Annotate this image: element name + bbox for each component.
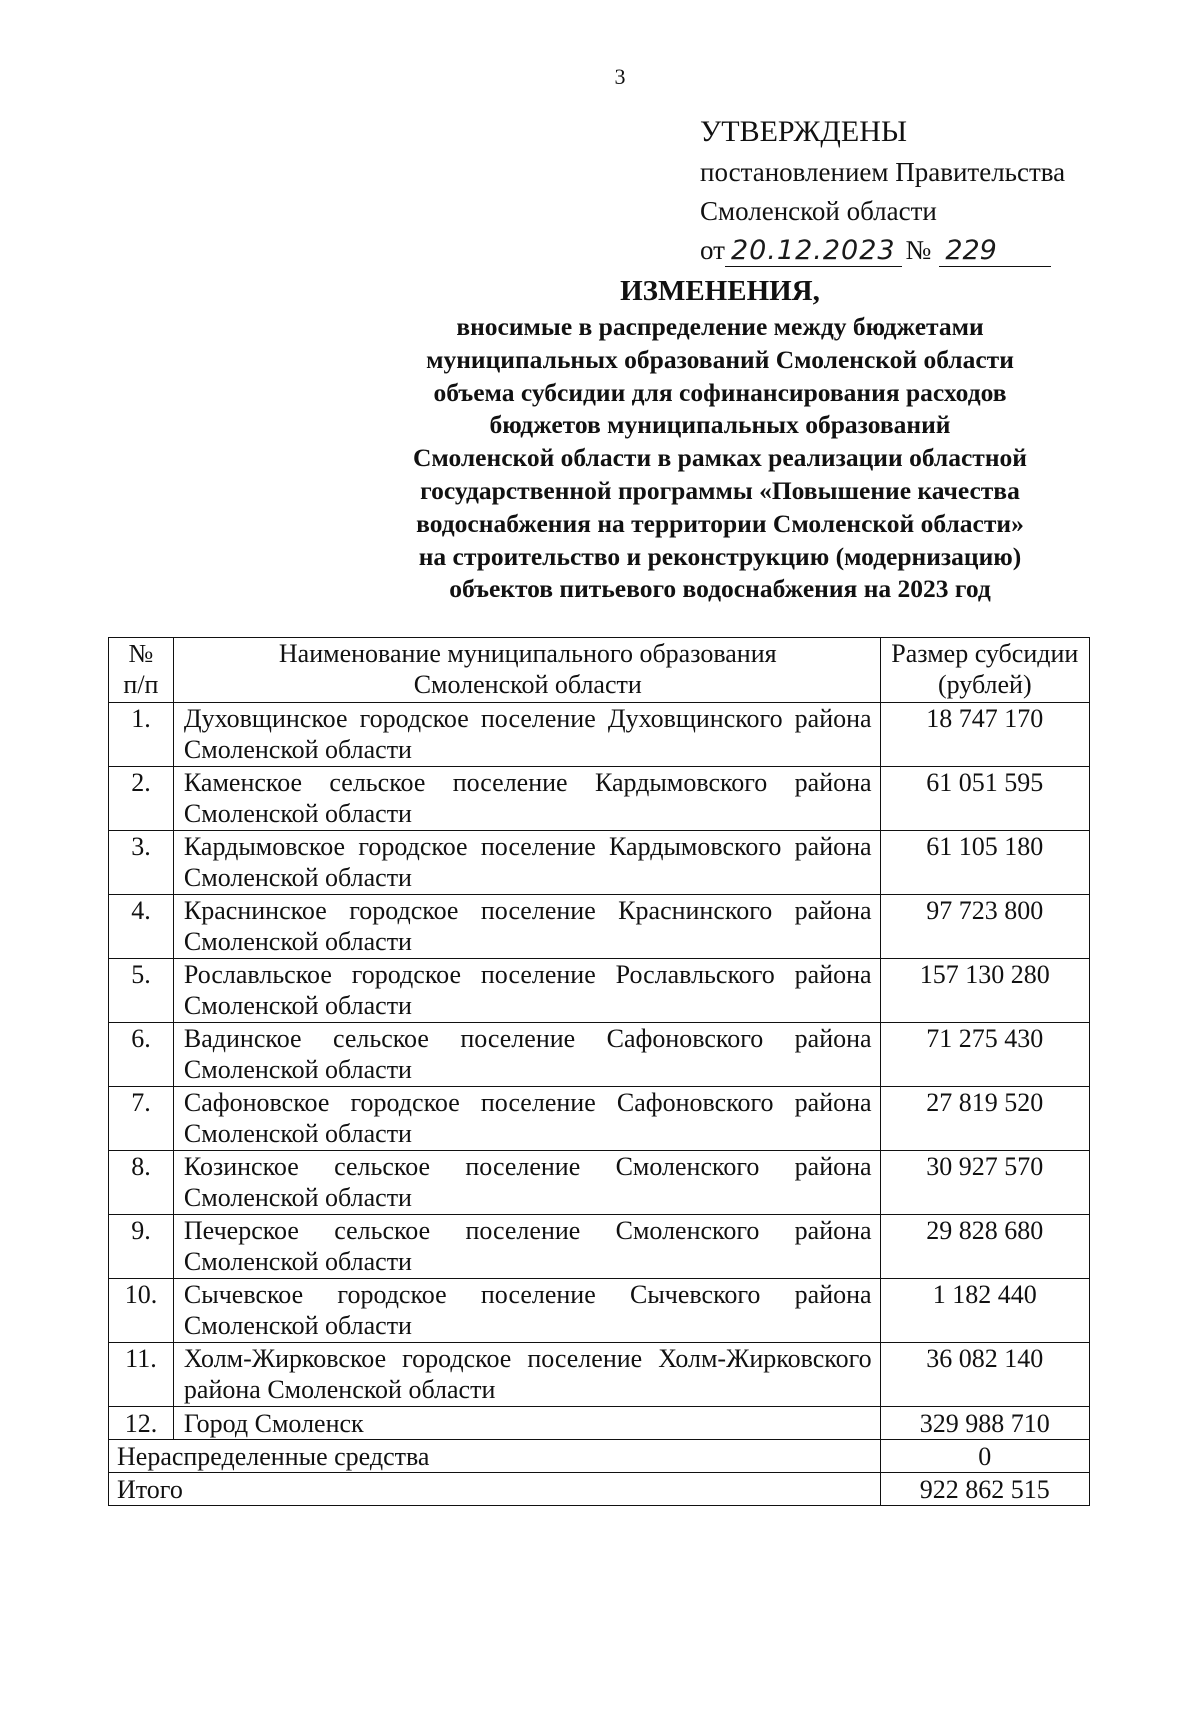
header-no-line1: № [128,639,154,668]
header-no [109,638,174,703]
row-amount: 1 182 440 [880,1279,1089,1343]
total-row [109,1473,1090,1506]
subtitle-line: объектов питьевого водоснабжения на 2023 год [449,574,991,604]
row-number: 3. [109,831,174,895]
table-row [109,831,1090,895]
row-municipality: Вадинское сельское поселение Сафоновского района Смоленской области [173,1023,880,1087]
row-number: 8. [109,1151,174,1215]
unallocated-label: Нераспределенные средства [109,1440,881,1473]
approval-line-2: Смоленской области [700,196,937,226]
row-number: 6. [109,1023,174,1087]
table-row [109,1215,1090,1279]
header-amount-line1: Размер субсидии [891,639,1079,668]
row-municipality: Рославльское городское поселение Рославльского района Смоленской области [173,959,880,1023]
table-row [109,1087,1090,1151]
row-municipality: Сафоновское городское поселение Сафоновского района Смоленской области [173,1087,880,1151]
row-amount: 61 051 595 [880,767,1089,831]
row-municipality: Город Смоленск [173,1407,880,1440]
row-number: 9. [109,1215,174,1279]
handwritten-number: 229 [939,236,1051,267]
row-amount: 329 988 710 [880,1407,1089,1440]
table-row [109,1023,1090,1087]
row-amount: 36 082 140 [880,1343,1089,1407]
page-number: 3 [614,64,626,89]
header-name-line2: Смоленской области [413,670,642,699]
row-municipality: Сычевское городское поселение Сычевского района Смоленской области [173,1279,880,1343]
row-amount: 29 828 680 [880,1215,1089,1279]
table-row [109,767,1090,831]
number-sign: № [905,235,932,265]
approval-dateline [700,231,1065,270]
handwritten-date: 20.12.2023 [725,236,902,267]
table-header-row [109,638,1090,703]
subtitle-line: вносимые в распределение между бюджетами [456,312,984,341]
row-amount: 30 927 570 [880,1151,1089,1215]
subtitle-line: объема субсидии для софинансирования расходов [433,377,1007,407]
table-row [109,1151,1090,1215]
approval-stamp: УТВЕРЖДЕНЫ [700,115,908,148]
approval-line-1: постановлением Правительства [700,157,1066,187]
row-municipality: Холм-Жирковское городское поселение Холм-Жирковского района Смоленской области [173,1343,880,1407]
subtitle-line: государственной программы «Повышение качества [420,475,1020,505]
row-municipality: Кардымовское городское поселение Кардымовского района Смоленской области [173,831,880,895]
table-row [109,703,1090,767]
unallocated-amount: 0 [880,1440,1089,1473]
subtitle-line: на строительство и реконструкцию (модернизацию) [418,541,1022,571]
unallocated-row [109,1440,1090,1473]
row-number: 2. [109,767,174,831]
subtitle-line: Смоленской области в рамках реализации областной [413,443,1027,473]
row-municipality: Козинское сельское поселение Смоленского района Смоленской области [173,1151,880,1215]
row-municipality: Печерское сельское поселение Смоленского района Смоленской области [173,1215,880,1279]
row-number: 12. [109,1407,174,1440]
row-number: 5. [109,959,174,1023]
row-amount: 97 723 800 [880,895,1089,959]
subsidy-table [108,637,1090,1506]
subtitle-line: водоснабжения на территории Смоленской области» [416,508,1024,538]
document-title: ИЗМЕНЕНИЯ, [620,275,820,307]
table-row [109,1343,1090,1407]
approval-block [700,112,1065,270]
row-municipality: Краснинское городское поселение Краснинского района Смоленской области [173,895,880,959]
document-heading [210,271,1200,606]
table-row [109,1279,1090,1343]
row-number: 10. [109,1279,174,1343]
row-amount: 61 105 180 [880,831,1089,895]
table-row [109,959,1090,1023]
table-row [109,895,1090,959]
table-row [109,1407,1090,1440]
total-label: Итого [109,1473,881,1506]
document-subtitle [210,311,1200,606]
row-amount: 157 130 280 [880,959,1089,1023]
header-amount-line2: (рублей) [937,670,1032,699]
row-municipality: Духовщинское городское поселение Духовщинского района Смоленской области [173,703,880,767]
row-amount: 27 819 520 [880,1087,1089,1151]
header-name [173,638,880,703]
row-municipality: Каменское сельское поселение Кардымовского района Смоленской области [173,767,880,831]
header-no-line2: п/п [123,670,159,699]
subtitle-line: бюджетов муниципальных образований [489,410,951,440]
row-number: 11. [109,1343,174,1407]
total-amount: 922 862 515 [880,1473,1089,1506]
header-name-line1: Наименование муниципального образования [278,639,777,668]
subtitle-line: муниципальных образований Смоленской области [426,344,1014,374]
header-amount [880,638,1089,703]
row-amount: 71 275 430 [880,1023,1089,1087]
row-amount: 18 747 170 [880,703,1089,767]
date-prefix: от [700,235,725,265]
row-number: 1. [109,703,174,767]
row-number: 4. [109,895,174,959]
row-number: 7. [109,1087,174,1151]
